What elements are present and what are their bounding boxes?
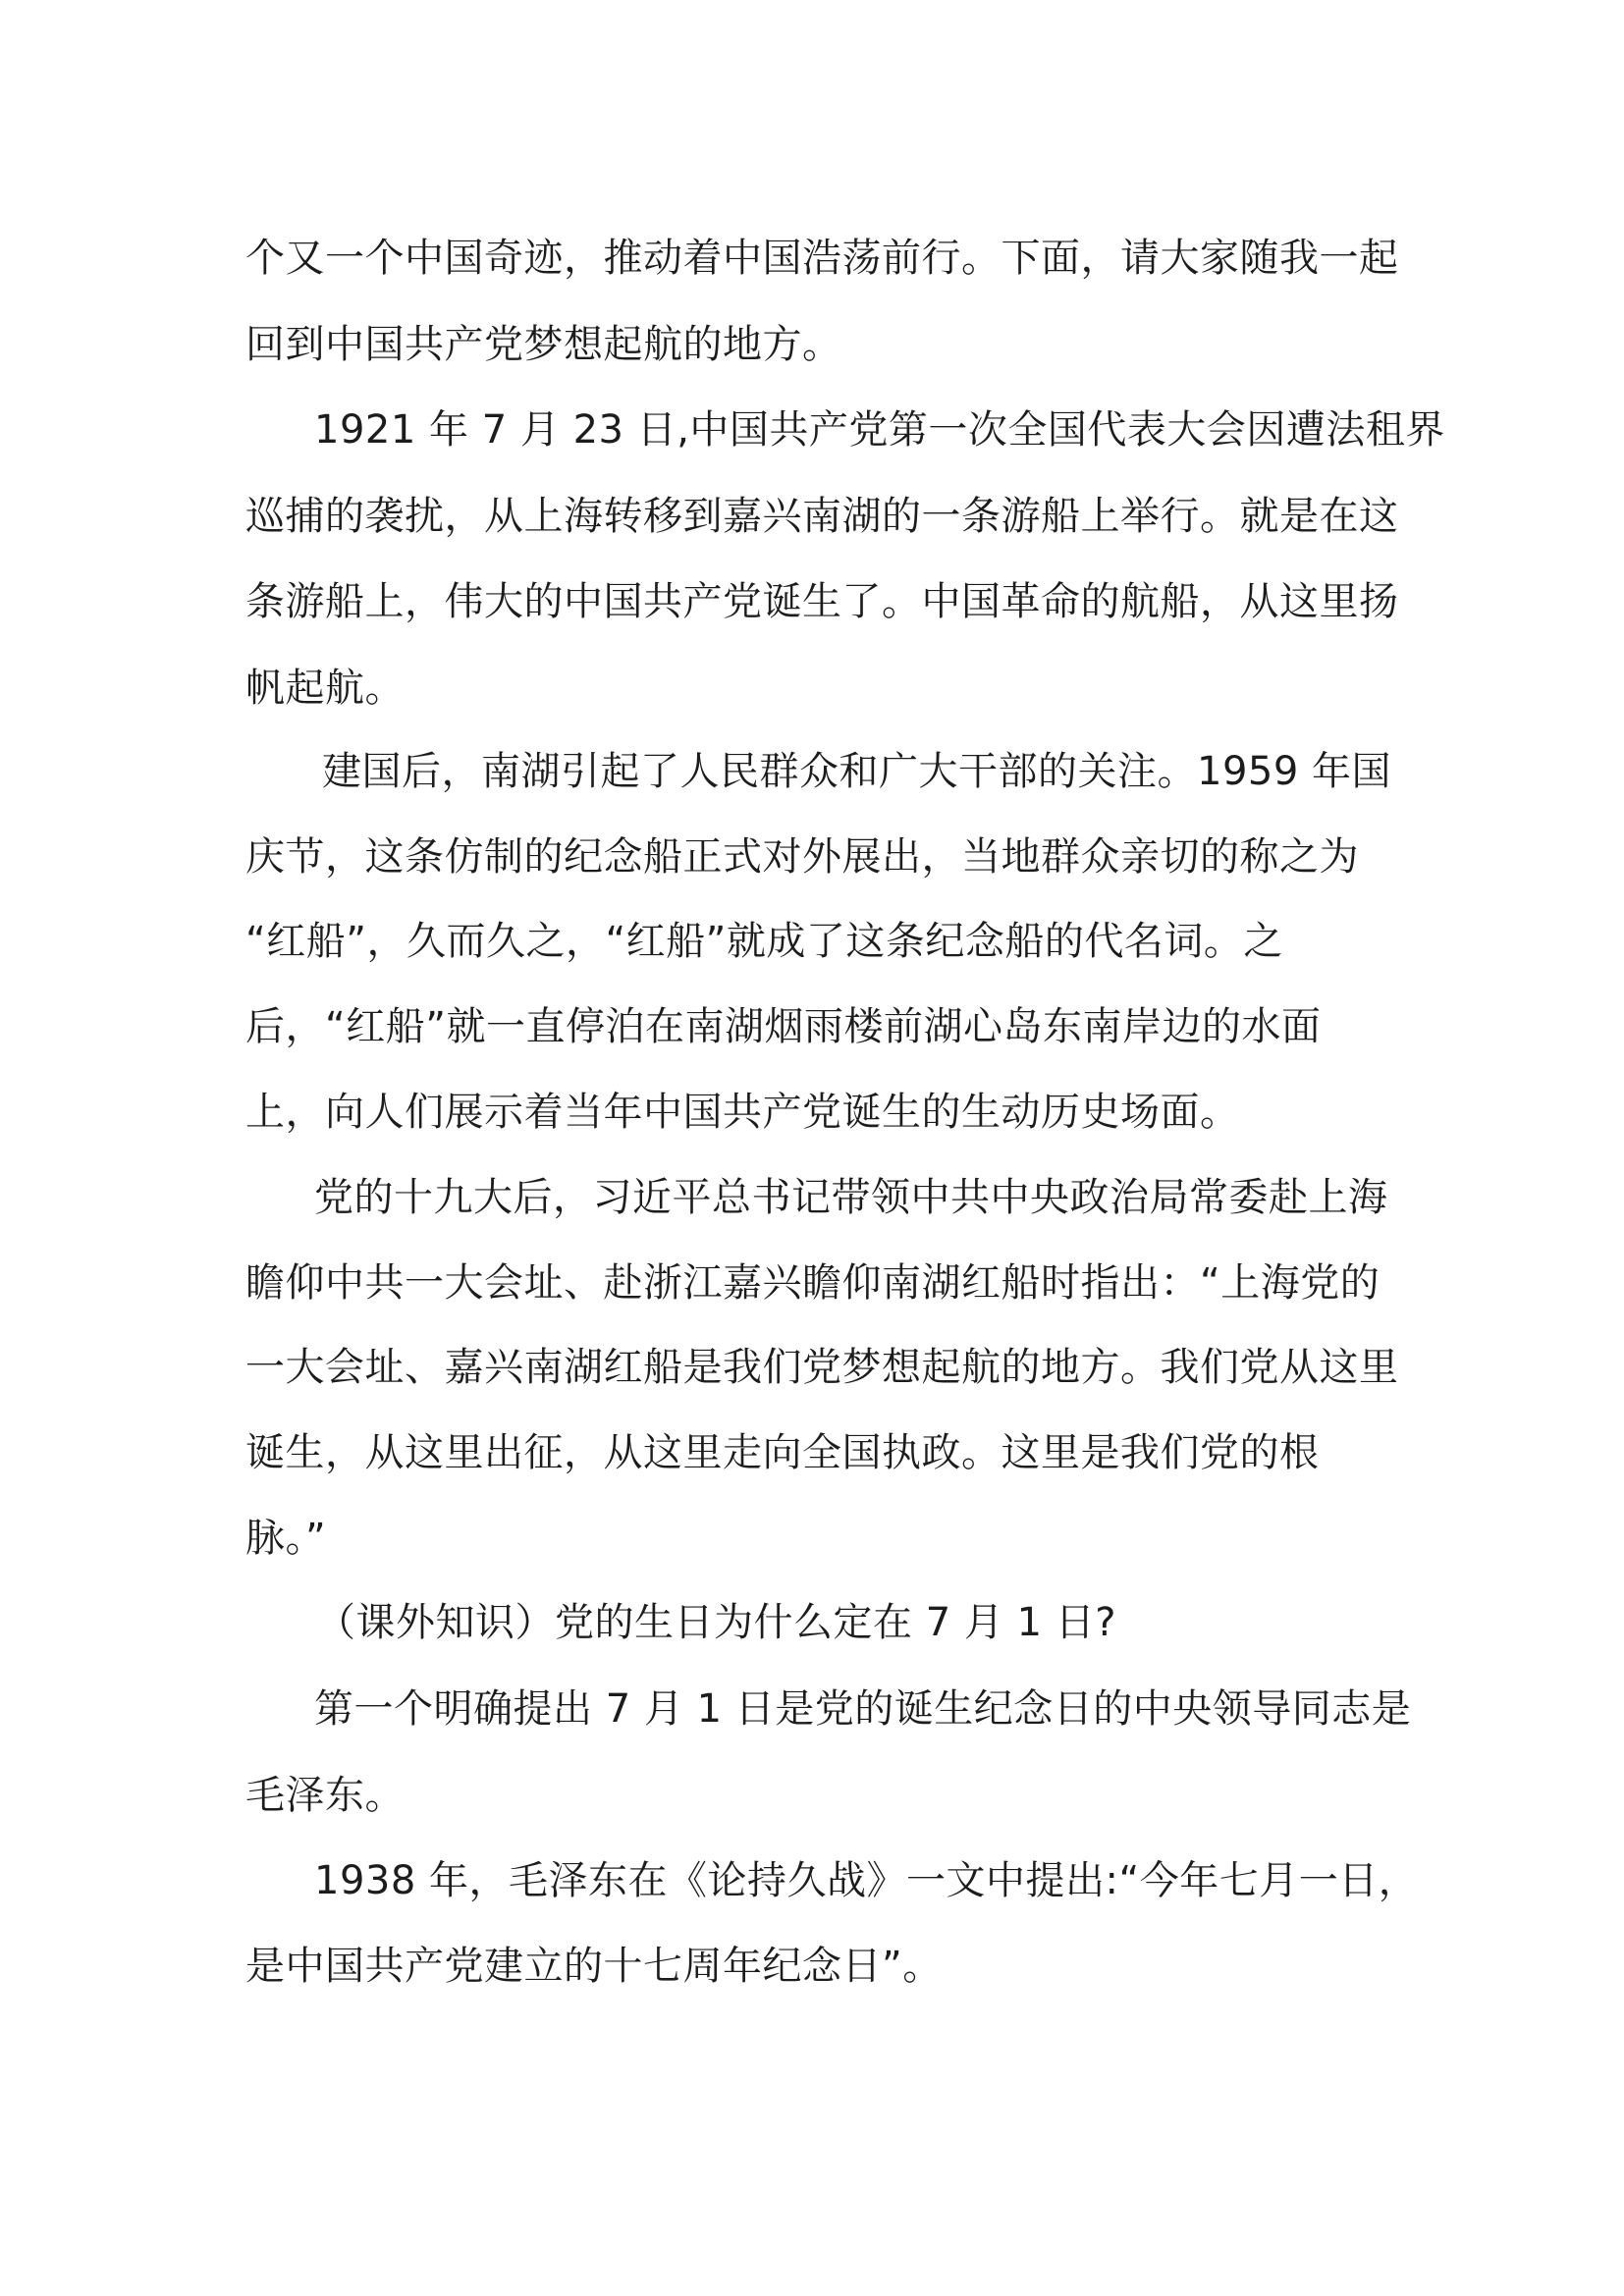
paragraph-4-line-3: 一大会址、嘉兴南湖红船是我们党梦想起航的地方。我们党从这里 <box>245 1345 1399 1390</box>
paragraph-2-line-4: 帆起航。 <box>245 666 405 711</box>
paragraph-4-line-5: 脉。” <box>245 1516 327 1561</box>
paragraph-5-line-1: （课外知识）党的生日为什么定在 7 月 1 日? <box>316 1600 1116 1645</box>
paragraph-4-line-4: 诞生，从这里出征，从这里走向全国执政。这里是我们党的根 <box>245 1430 1320 1475</box>
paragraph-3-line-2: 庆节，这条仿制的纪念船正式对外展出，当地群众亲切的称之为 <box>245 834 1359 880</box>
paragraph-4-line-2: 瞻仰中共一大会址、赴浙江嘉兴瞻仰南湖红船时指出：“上海党的 <box>245 1260 1380 1306</box>
paragraph-6-line-2: 毛泽东。 <box>245 1773 405 1818</box>
paragraph-3-line-1: 建国后，南湖引起了人民群众和广大干部的关注。1959 年国 <box>322 749 1392 794</box>
paragraph-7-line-2: 是中国共产党建立的十七周年纪念日”。 <box>245 1944 943 1989</box>
paragraph-1-line-2: 回到中国共产党梦想起航的地方。 <box>245 322 842 367</box>
paragraph-2-line-2: 巡捕的袭扰，从上海转移到嘉兴南湖的一条游船上举行。就是在这 <box>245 494 1399 539</box>
paragraph-2-line-1: 1921 年 7 月 23 日,中国共产党第一次全国代表大会因遭法租界 <box>314 407 1445 453</box>
paragraph-4-line-1: 党的十九大后，习近平总书记带领中共中央政治局常委赴上海 <box>314 1175 1388 1220</box>
paragraph-1-line-1: 个又一个中国奇迹，推动着中国浩荡前行。下面，请大家随我一起 <box>245 236 1399 281</box>
paragraph-6-line-1: 第一个明确提出 7 月 1 日是党的诞生纪念日的中央领导同志是 <box>314 1686 1412 1732</box>
paragraph-2-line-3: 条游船上，伟大的中国共产党诞生了。中国革命的航船，从这里扬 <box>245 579 1399 624</box>
paragraph-3-line-3: “红船”，久而久之，“红船”就成了这条纪念船的代名词。之 <box>245 919 1283 964</box>
paragraph-3-line-5: 上，向人们展示着当年中国共产党诞生的生动历史场面。 <box>245 1090 1240 1135</box>
paragraph-3-line-4: 后，“红船”就一直停泊在南湖烟雨楼前湖心岛东南岸边的水面 <box>245 1004 1322 1049</box>
paragraph-7-line-1: 1938 年，毛泽东在《论持久战》一文中提出:“今年七月一日， <box>314 1858 1419 1903</box>
